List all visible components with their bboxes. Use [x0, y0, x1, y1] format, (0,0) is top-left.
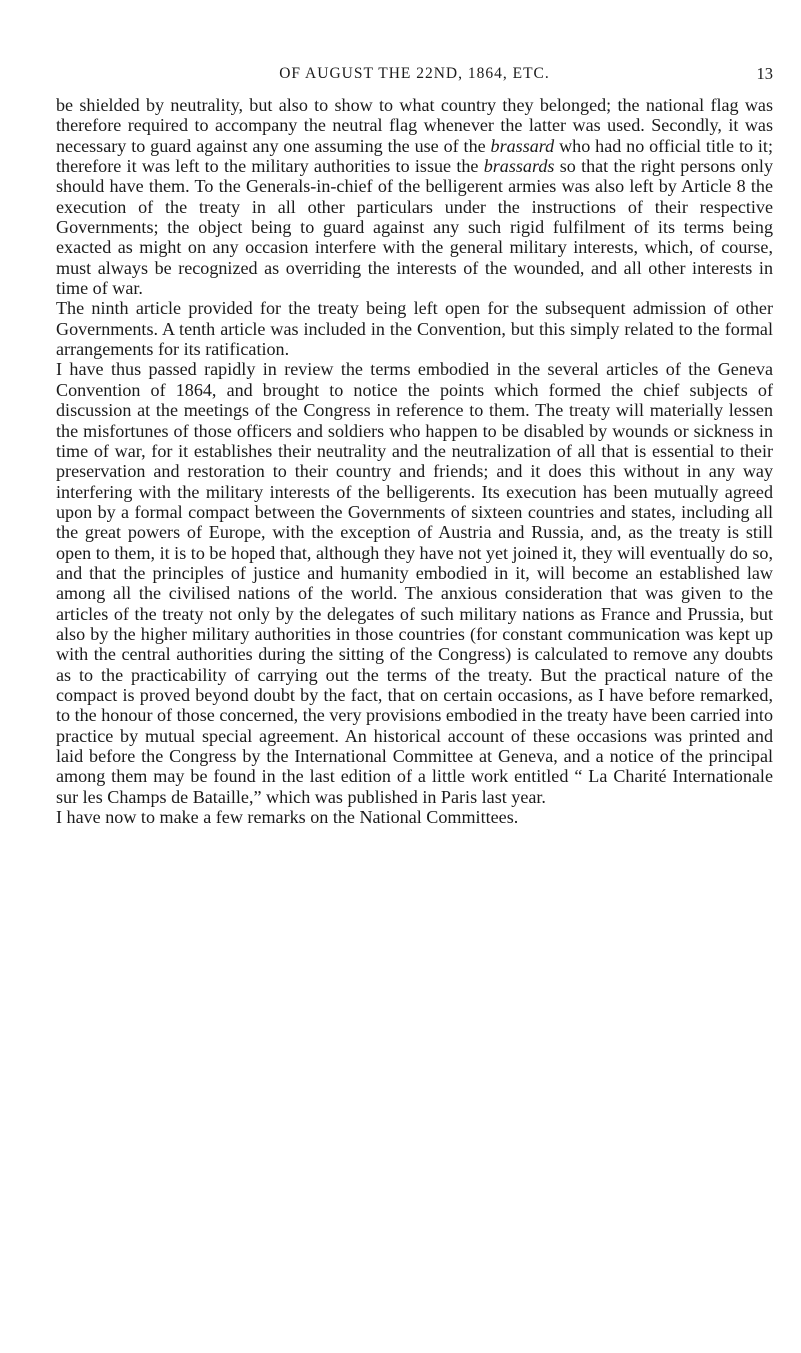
paragraph — [56, 807, 773, 827]
running-head — [56, 61, 773, 87]
text-run: so that the right persons only should have them. To the Generals-in-chief of the belligerent armies was also left by Article 8 the execution of the treaty in all other particulars under the instructions of their respective Governments; the object being to guard against any such rigid fulfilment of its terms being exacted as might on any occasion interfere with the general military interests, which, of course, must always be recognized as overriding the interests of the wounded, and all other interests in time of war. — [56, 156, 773, 299]
text-run: The ninth article provided for the treaty being left open for the subsequent admission of other Governments. A tenth article was included in the Convention, but this simply related to the formal arrangements for its ratification. — [56, 298, 773, 360]
italic-term: brassard — [490, 135, 555, 156]
text-run: who had no official title to it; therefore it was left to the military authorities to issue the — [56, 135, 773, 177]
paragraph — [56, 359, 773, 807]
text-run: I have now to make a few remarks on the National Committees. — [56, 807, 519, 828]
text-run: I have thus passed rapidly in review the terms embodied in the several articles of the Geneva Convention of 1864, and brought to notice the points which formed the chief subjects of discussion at the meetings of the Congress in reference to them. The treaty will materially lessen the misfortunes of those officers and soldiers who happen to be disabled by wounds or sickness in time of war, for it establishes their neutrality and the neutralization of all that is essential to their preservation and restoration to their country and friends; and it does this without in any way interfering with the military interests of the belligerents. Its execution has been mutually agreed upon by a formal compact between the Governments of sixteen countries and states, including all the great powers of Europe, with the exception of Austria and Russia, and, as the treaty is still open to them, it is to be hoped that, although they have not yet joined it, they will eventually do so, and that the principles of justice and humanity embodied in it, will become an established law among all the civilised nations of the world. The anxious consideration that was given to the articles of the treaty not only by the delegates of such military nations as France and Prussia, but also by the higher military authorities in those countries (for constant communication was kept up with the central authorities during the sitting of the Congress) is calculated to remove any doubts as to the practicability of carrying out the terms of the treaty. But the practical nature of the compact is proved beyond doubt by the fact, that on certain occasions, as I have before remarked, to the honour of those concerned, the very provisions embodied in the treaty have been carried into practice by mutual special agreement. An historical account of these occasions was printed and laid before the Congress by the International Committee at Geneva, and a notice of the principal among them may be found in the last edition of a little work entitled “ La Charité Internationale sur les Champs de Bataille,” which was published in Paris last year. — [56, 359, 773, 807]
page-number: 13 — [756, 64, 773, 83]
running-title: OF AUGUST THE 22ND, 1864, ETC. — [279, 65, 550, 82]
paragraph — [56, 298, 773, 359]
italic-term: brassards — [483, 156, 555, 177]
paragraph — [56, 95, 773, 298]
text-run: be shielded by neutrality, but also to show to what country they belonged; the national flag was therefore required to accompany the neutral flag whenever the latter was used. Secondly, it was necessary to guard against any one assuming the use of the — [56, 95, 773, 156]
body-text — [56, 95, 773, 827]
